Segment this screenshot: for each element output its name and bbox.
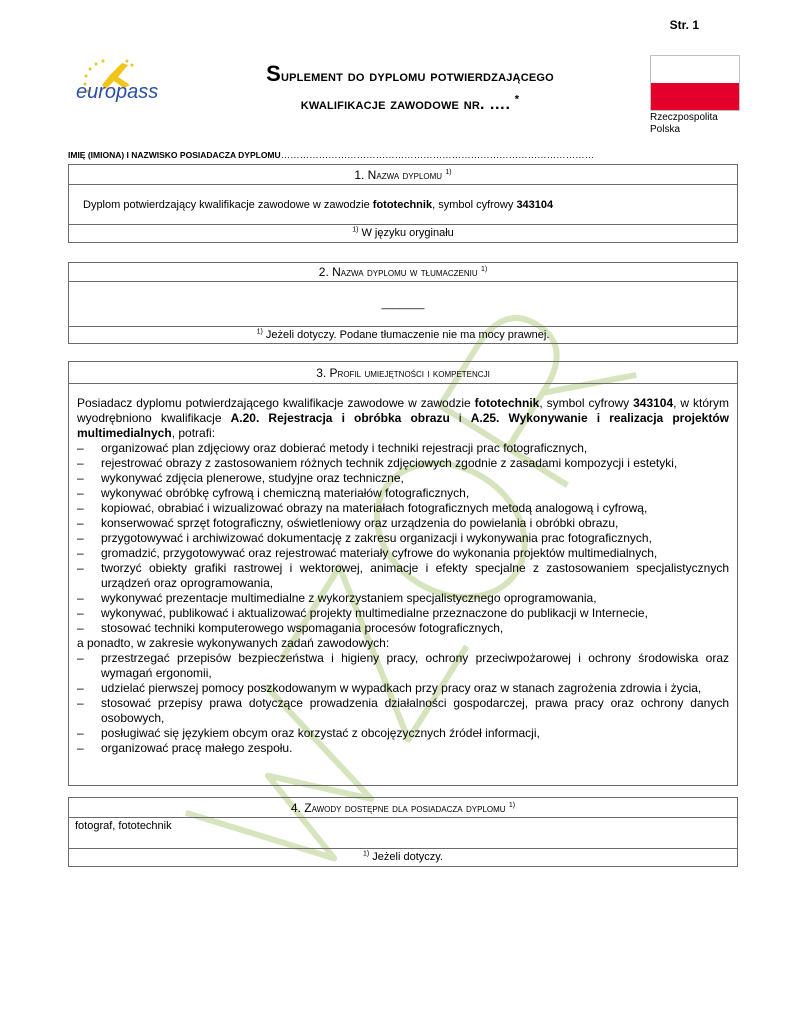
additional-skill-item: – stosować przepisy prawa dotyczące prowadzenia działalności gospodarczej, prawa pracy oraz ochrony danych osobowych, [77,696,729,726]
section3-intro [77,396,729,441]
skill-item: – wykonywać zdjęcia plenerowe, studyjne oraz techniczne, [77,471,729,486]
skill-item: – kopiować, obrabiać i wizualizować obrazy na materiałach fotograficznych metodą analogową i cyfrową, [77,501,729,516]
section1-heading-text: 1. Nazwa dyplomu [354,168,443,182]
section1-text-mid: , symbol cyfrowy [432,199,517,211]
section2-placeholder: _______ [381,298,425,310]
section4-note-sup: 1) [362,850,370,858]
skill-item: – organizować plan zdjęciowy oraz dobierać metody i techniki rejestracji prac fotograficznych, [77,441,729,456]
section1-text-before: Dyplom potwierdzający kwalifikacje zawodowe w zawodzie [83,199,373,211]
section2-note-sup: 1) [256,328,263,336]
country-line1: Rzeczpospolita [650,112,718,123]
intro-part3: , w którym wyodrębniono kwalifikacje [77,396,729,425]
section3-heading-text: 3. Profil umiejętności i kompetencji [316,366,490,380]
additional-intro: a ponadto, w zakresie wykonywanych zadań zawodowych: [77,636,390,650]
section4-value [69,818,737,849]
skill-item: – rejestrować obrazy z zastosowaniem różnych technik zdjęciowych zgodnie z zasadami kompozycji i estetyki, [77,456,729,471]
section2-note-text: Jeżeli dotyczy. Podane tłumaczenie nie ma mocy prawnej. [262,329,550,341]
section1-note [69,225,737,242]
section1-note-text: W języku oryginału [358,227,454,239]
section1-profession: fototechnik [372,199,433,211]
section4-heading-text: 4. Zawody dostępne dla posiadacza dyplomu [290,801,506,815]
section2-sup: 1) [480,266,488,273]
additional-skills-list [77,651,729,756]
page-number: Str. 1 [669,18,699,32]
section4-sup: 1) [508,802,516,809]
section2-value [69,282,737,327]
skill-item: – wykonywać prezentacje multimedialne z wykorzystaniem specjalistycznego oprogramowania, [77,591,729,606]
section1-heading [69,165,737,185]
holder-dots: ……………………………………………………………………………………… [280,150,595,161]
section2-heading [69,263,737,282]
section4-note-text: Jeżeli dotyczy. [369,851,443,863]
additional-skill-item: – przestrzegać przepisów bezpieczeństwa i higieny pracy, ochrony przeciwpożarowej i ochrony środowiska oraz wymagań ergonomii, [77,651,729,681]
section1-symbol: 343104 [516,199,554,211]
section4-heading [69,798,737,818]
section2-note [69,327,737,343]
section-diploma-name [68,164,738,243]
country-line2: Polska [650,124,681,135]
title-initial: S [266,61,281,86]
additional-skill-item: – organizować pracę małego zespołu. [77,741,729,756]
section-available-professions [68,797,738,867]
qualification-a20: A.20. Rejestracja i obróbka obrazu [230,411,450,425]
additional-skill-item: – udzielać pierwszej pomocy poszkodowanym w wypadkach przy pracy oraz w stanach zagrożenia zdrowia i życia, [77,681,729,696]
holder-label: IMIĘ (IMIONA) I NAZWISKO POSIADACZA DYPLOMU [68,150,281,160]
flag-red-stripe [651,83,739,110]
title-asterisk: * [514,93,520,106]
skill-item: – gromadzić, przygotowywać oraz rejestrować materiały cyfrowe do wykonania projektów multimedialnych, [77,546,729,561]
qualification-a25: A.25. Wykonywanie i realizacja projektów multimedialnych [77,411,729,440]
skill-item: – wykonywać obróbkę cyfrową i chemiczną materiałów fotograficznych, [77,486,729,501]
skill-item: – tworzyć obiekty grafiki rastrowej i wektorowej, animacje i efekty specjalne z zastosowaniem specjalistycznych urządzeń oraz oprogramowania, [77,561,729,591]
holder-name-line [68,150,594,161]
section2-heading-text: 2. Nazwa dyplomu w tłumaczeniu [318,265,478,279]
skills-list [77,441,729,636]
section3-content [69,384,737,759]
skill-item: – wykonywać, publikować i aktualizować projekty multimedialne przeznaczone do publikacji w Internecie, [77,606,729,621]
polish-flag [650,55,740,111]
section1-sup: 1) [445,169,452,176]
section1-note-sup: 1) [352,226,359,234]
intro-end: , potrafi: [171,426,216,440]
intro-profession: fototechnik [474,396,540,410]
title-line1: uplement do dyplomu potwierdzającego [280,68,554,85]
section3-heading [69,362,737,384]
additional-skill-item: – posługiwać się językiem obcym oraz korzystać z obcojęzycznych źródeł informacji, [77,726,729,741]
skill-item: – stosować techniki komputerowego wspomagania procesów fotograficznych, [77,621,729,636]
section1-value [69,185,737,225]
europass-logo-text: europass [76,81,159,103]
skill-item: – konserwować sprzęt fotograficzny, oświetleniowy oraz urządzenia do powielania i obróbki obrazu, [77,516,729,531]
section-skills-profile [68,361,738,786]
europass-logo [72,55,182,110]
country-name [650,112,718,136]
skill-item: – przygotowywać i archiwizować dokumentację z zakresu organizacji i wykonywania prac fotograficznych, [77,531,729,546]
flag-white-stripe [651,56,739,83]
document-title [190,60,630,119]
intro-part1: Posiadacz dyplomu potwierdzającego kwalifikacje zawodowe w zawodzie [77,396,475,410]
title-line2: kwalifikacje zawodowe nr. …. [300,96,515,113]
intro-symbol: 343104 [633,396,674,410]
intro-part2: , symbol cyfrowy [539,396,634,410]
section-diploma-translation [68,262,738,344]
intro-and: i [449,411,471,425]
section4-note [69,849,737,866]
section4-value-text: fotograf, fototechnik [75,820,172,832]
